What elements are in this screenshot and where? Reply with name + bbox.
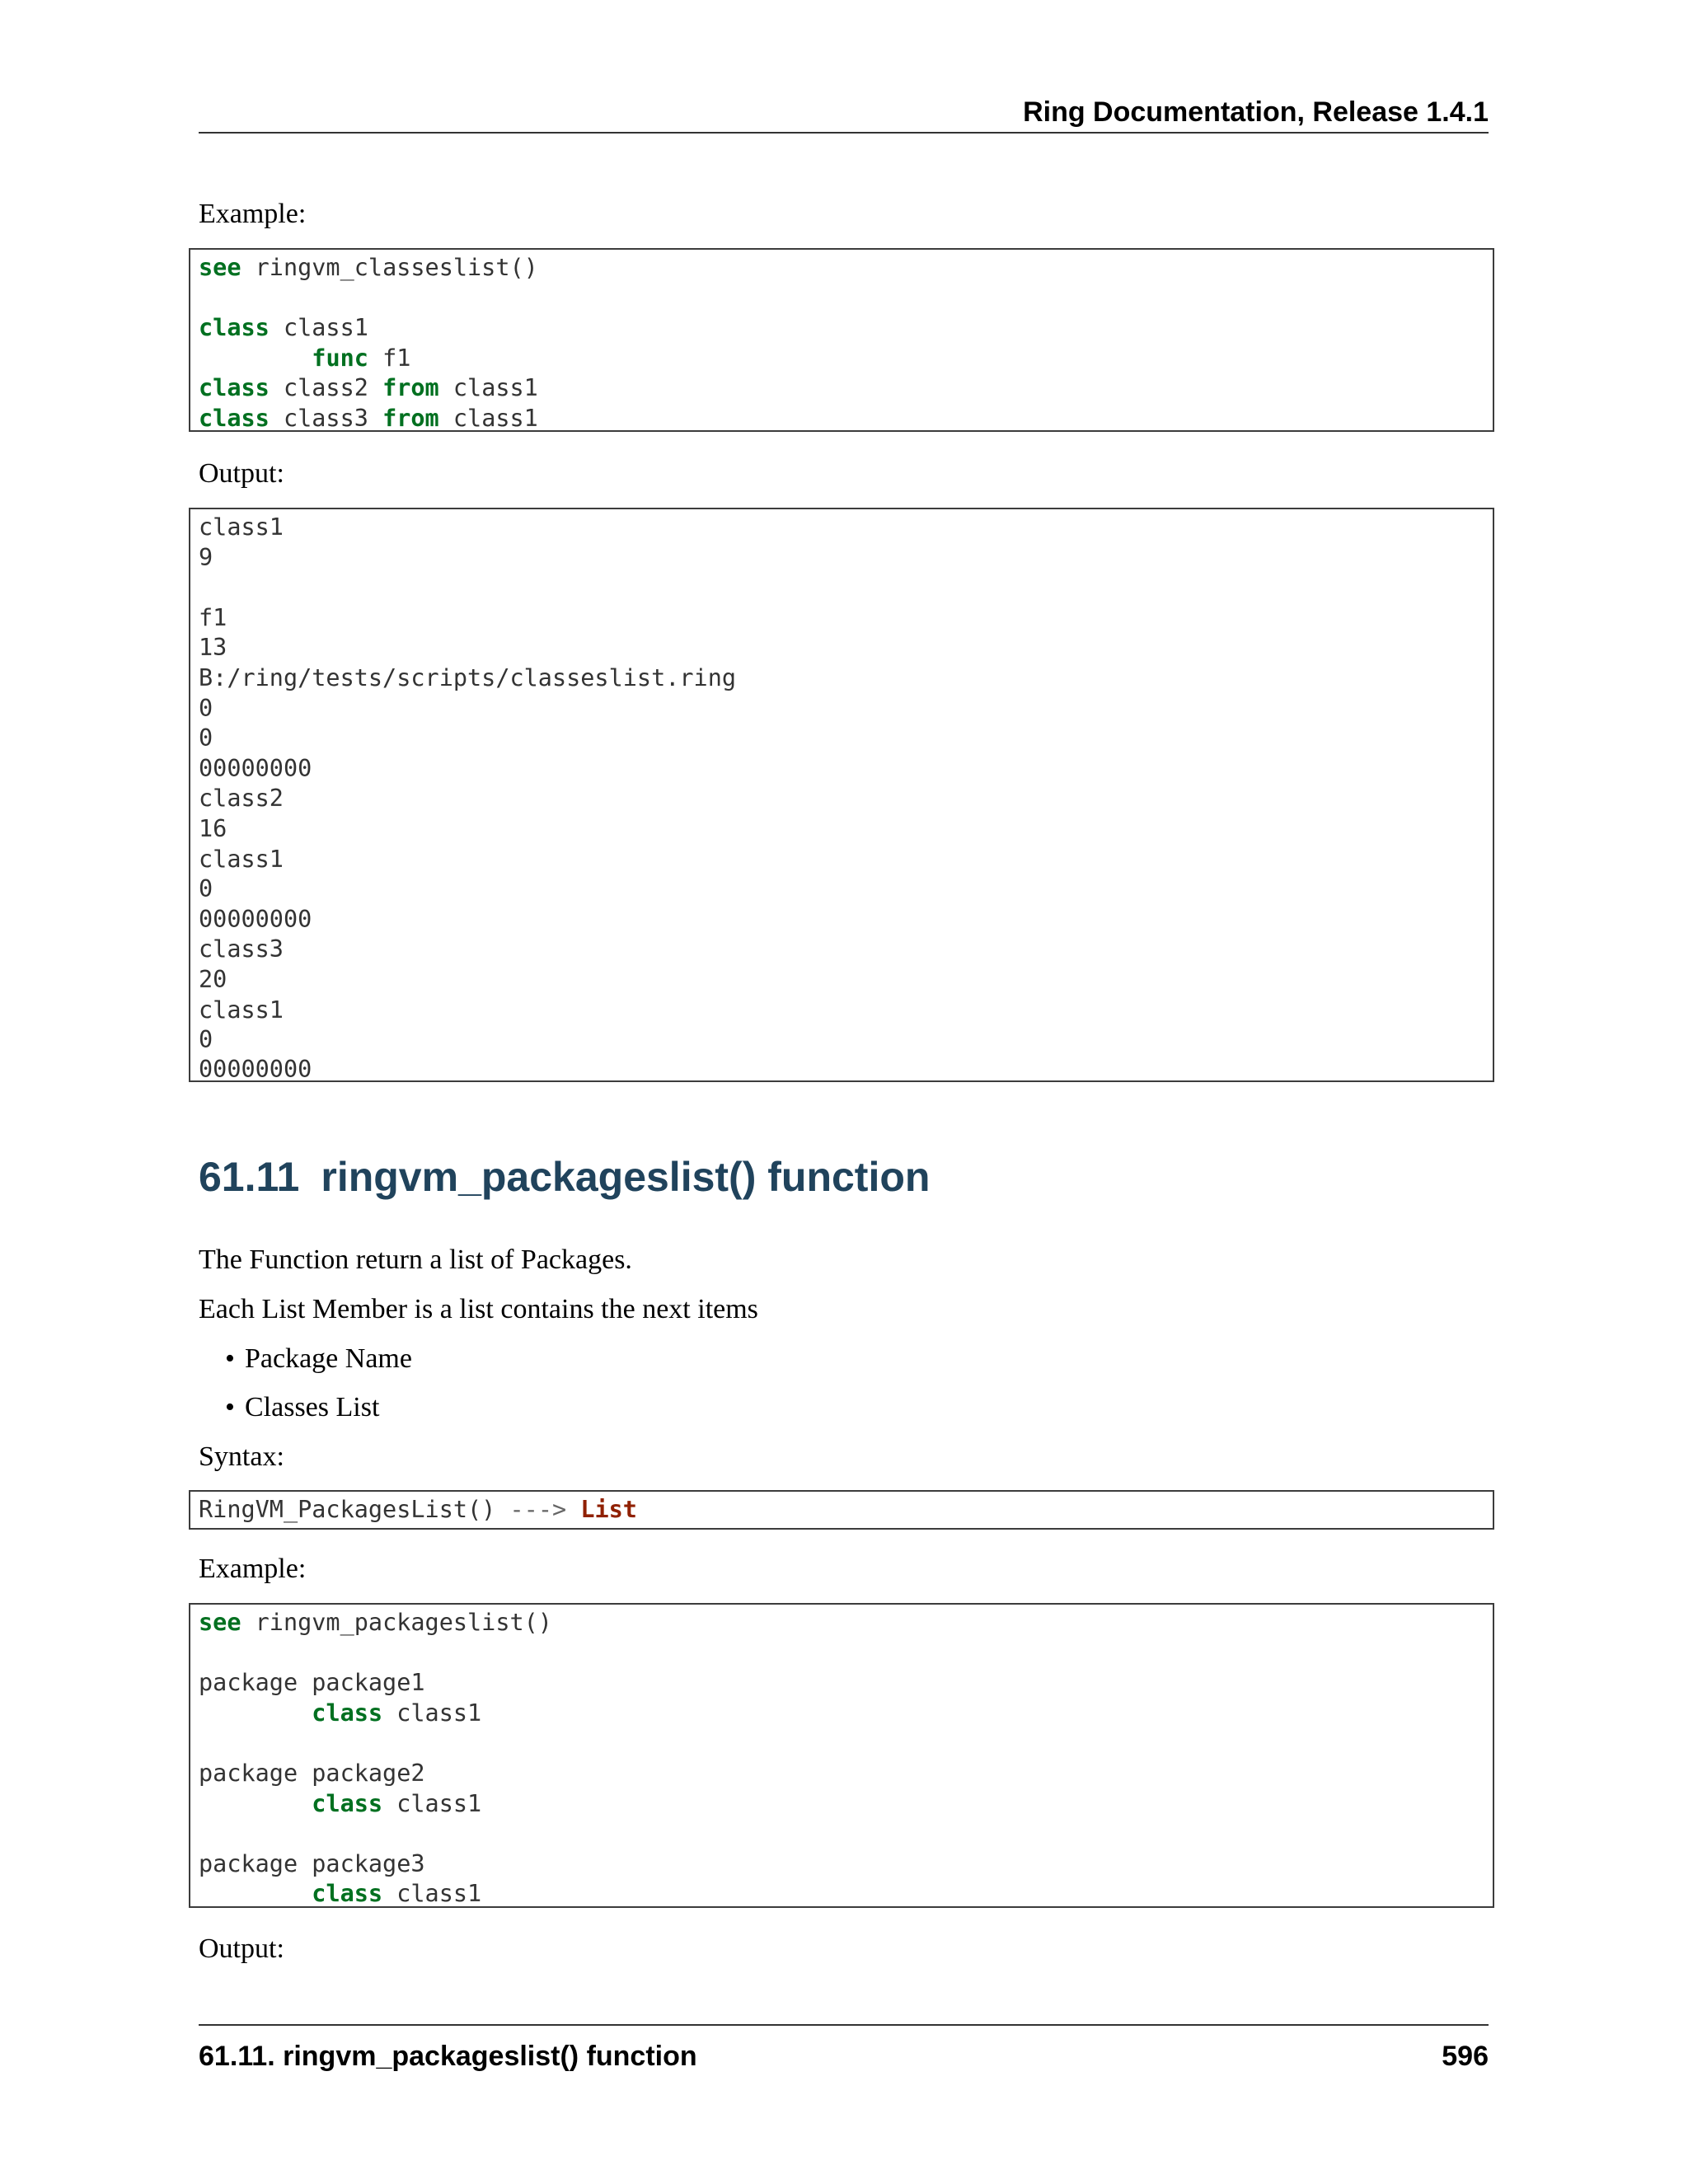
running-footer xyxy=(199,2024,1489,2075)
output-line: 0 xyxy=(199,875,213,902)
example-label: Example: xyxy=(199,199,307,229)
output-line: 00000000 xyxy=(199,755,312,782)
code-line: package package1 xyxy=(199,1669,425,1696)
section-number: 61.11 xyxy=(199,1154,300,1200)
section-heading xyxy=(199,1152,930,1202)
output-line: 0 xyxy=(199,724,213,752)
code-line xyxy=(199,1699,481,1729)
code-line: package package2 xyxy=(199,1760,425,1787)
code-text: ringvm_packageslist() xyxy=(241,1609,552,1636)
code-indent xyxy=(199,344,312,372)
code-line: package package3 xyxy=(199,1850,425,1877)
code-line xyxy=(199,313,368,344)
code-block-packageslist xyxy=(189,1603,1494,1908)
output-label: Output: xyxy=(199,1933,284,1964)
code-keyword: class xyxy=(312,1699,383,1727)
code-text: class1 xyxy=(438,374,538,401)
code-keyword: from xyxy=(382,374,439,401)
output-line: class3 xyxy=(199,935,284,963)
paragraph: The Function return a list of Packages. xyxy=(199,1244,632,1275)
paragraph: Each List Member is a list contains the next items xyxy=(199,1294,758,1324)
code-text: class3 xyxy=(269,405,383,432)
output-line: 00000000 xyxy=(199,1056,312,1082)
code-text: f1 xyxy=(368,344,411,372)
code-line xyxy=(199,253,538,284)
code-keyword: see xyxy=(199,254,241,281)
code-line xyxy=(199,344,410,374)
page-number: 596 xyxy=(1442,2041,1489,2072)
list-item-text: Classes List xyxy=(245,1392,380,1422)
output-line: class2 xyxy=(199,785,284,812)
output-line: 9 xyxy=(199,544,213,571)
code-text: class1 xyxy=(382,1880,482,1907)
code-line xyxy=(199,1608,552,1638)
bullet-icon: • xyxy=(225,1392,235,1422)
output-block-classeslist xyxy=(189,508,1494,1082)
output-line: B:/ring/tests/scripts/classeslist.ring xyxy=(199,664,737,691)
code-line xyxy=(199,373,538,404)
code-text: RingVM_PackagesList() xyxy=(199,1496,510,1523)
output-line: 0 xyxy=(199,695,213,722)
syntax-label: Syntax: xyxy=(199,1441,284,1472)
output-line: 16 xyxy=(199,815,227,842)
bullet-icon: • xyxy=(225,1343,235,1374)
code-keyword: see xyxy=(199,1609,241,1636)
code-text: class1 xyxy=(382,1699,482,1727)
example-label: Example: xyxy=(199,1554,307,1584)
code-line xyxy=(199,1789,481,1820)
footer-section-title: 61.11. ringvm_packageslist() function xyxy=(199,2041,697,2072)
code-text: class1 xyxy=(438,405,538,432)
output-line: class1 xyxy=(199,846,284,873)
list-item xyxy=(225,1391,380,1424)
code-line xyxy=(199,404,538,432)
running-header: Ring Documentation, Release 1.4.1 xyxy=(199,92,1489,134)
code-keyword: from xyxy=(382,405,439,432)
code-keyword: class xyxy=(312,1790,383,1817)
list-item xyxy=(225,1343,412,1376)
output-line: 00000000 xyxy=(199,906,312,933)
code-line xyxy=(199,1495,637,1526)
code-operator: ---> xyxy=(509,1496,567,1523)
code-line xyxy=(199,1879,481,1908)
output-label: Output: xyxy=(199,458,284,489)
code-keyword: class xyxy=(312,1880,383,1907)
code-text: class2 xyxy=(269,374,383,401)
code-indent xyxy=(199,1699,312,1727)
code-keyword: class xyxy=(199,374,270,401)
code-indent xyxy=(199,1880,312,1907)
output-line: 20 xyxy=(199,966,227,993)
code-builtin: List xyxy=(580,1496,637,1523)
code-text: ringvm_classeslist() xyxy=(241,254,538,281)
code-keyword: class xyxy=(199,405,270,432)
output-line: 13 xyxy=(199,634,227,661)
code-text: class1 xyxy=(382,1790,482,1817)
output-line: class1 xyxy=(199,996,284,1024)
section-title-text: ringvm_packageslist() function xyxy=(321,1154,931,1200)
output-line: 0 xyxy=(199,1026,213,1053)
syntax-block xyxy=(189,1490,1494,1530)
code-keyword: func xyxy=(312,344,368,372)
code-keyword: class xyxy=(199,314,270,341)
output-line: class1 xyxy=(199,513,284,541)
code-block-classeslist xyxy=(189,248,1494,432)
code-text: class1 xyxy=(269,314,368,341)
list-item-text: Package Name xyxy=(245,1343,412,1374)
output-line: f1 xyxy=(199,604,227,631)
code-indent xyxy=(199,1790,312,1817)
